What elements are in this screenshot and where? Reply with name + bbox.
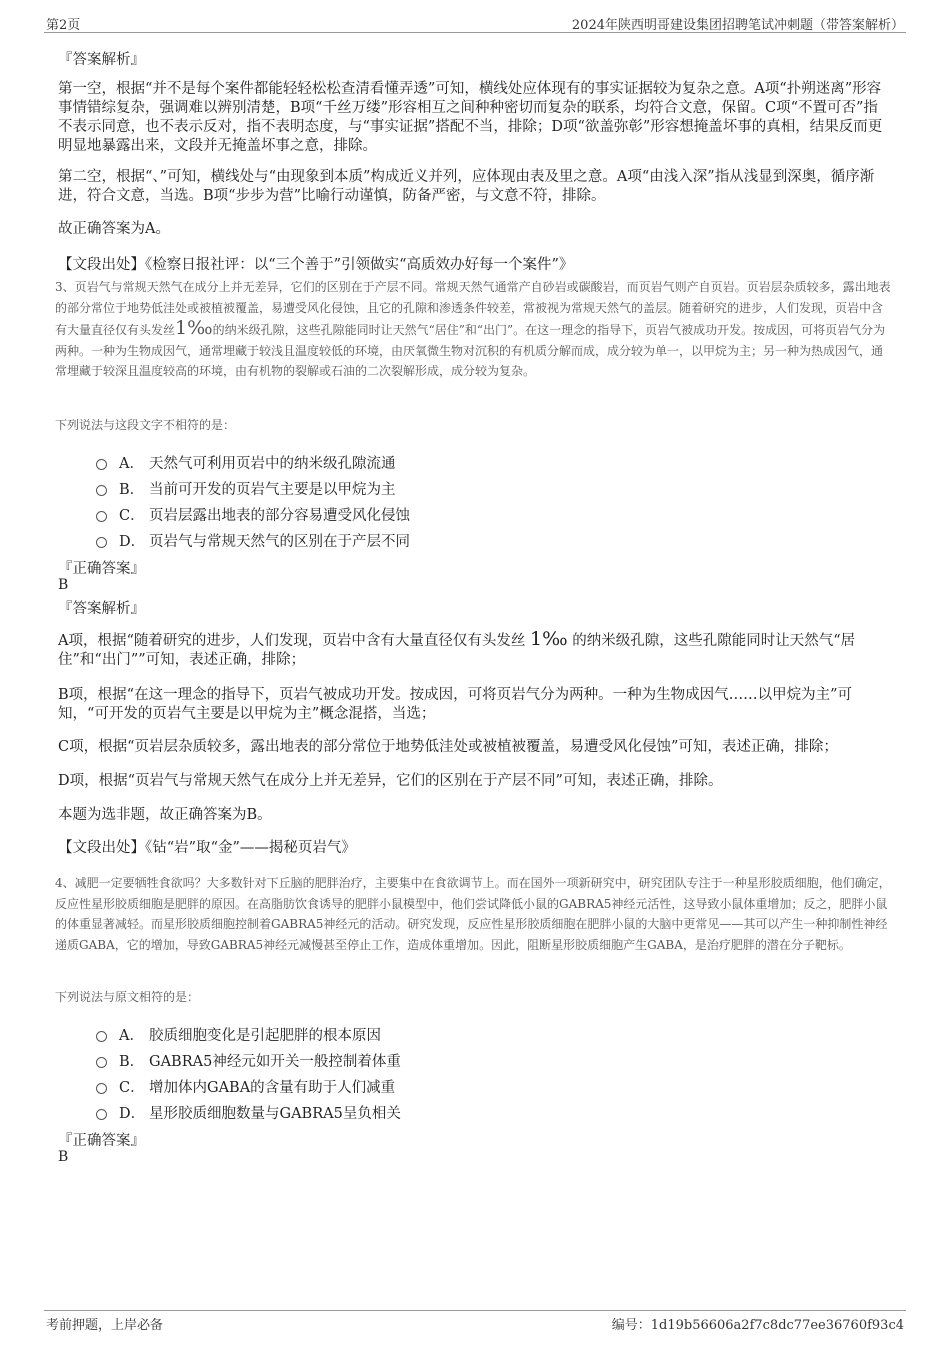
analysis-option-c: C项，根据“页岩层杂质较多，露出地表的部分常位于地势低洼处或被植被覆盖，易遭受风化侵蚀”可知，表述正确，排除； bbox=[58, 739, 838, 755]
correct-answer-label: 『正确答案』 bbox=[58, 1133, 145, 1149]
radio-icon[interactable] bbox=[96, 1031, 107, 1042]
analysis-option-d: D项，根据“页岩气与常规天然气在成分上并无差异，它们的区别在于产层不同”可知，表述正确，排除。 bbox=[58, 773, 723, 789]
option-d[interactable]: D． 星形胶质细胞数量与GABRA5呈负相关 bbox=[96, 1102, 401, 1123]
analysis-label: 『答案解析』 bbox=[58, 601, 145, 617]
question-3-passage: 3、页岩气与常规天然气在成分上并无差异，它们的区别在于产层不同。常规天然气通常产自砂岩或碳酸岩，而页岩气则产自页岩。页岩层杂质较多，露出地表的部分常位于地势低洼处或被植被覆盖，易遭受风化侵蚀，且它的孔隙和渗透条件较差，常被视为常规天然气的盖层。随着研究的进步，人们发现，页岩中含有大量直径仅有头发丝1‰的纳米级孔隙，这些孔隙能同时让天然气“居住”和“出门”。在这一理念的指导下，页岩气被成功开发。按成因，可将页岩气分为两种。一种为生物成因气，通常埋藏于较浅且温度较低的环境，由厌氧微生物对沉积的有机质分解而成，成分较为单一，以甲烷为主；另一种为热成因气，通常埋藏于较深且温度较高的环境，由有机物的裂解或石油的二次裂解形成，成分较为复杂。 bbox=[55, 280, 891, 378]
option-b[interactable]: B． GABRA5神经元如开关一般控制着体重 bbox=[96, 1050, 401, 1071]
option-d[interactable]: D． 页岩气与常规天然气的区别在于产层不同 bbox=[96, 530, 410, 551]
analysis-conclusion: 本题为选非题，故正确答案为B。 bbox=[58, 807, 272, 823]
analysis-conclusion: 故正确答案为A。 bbox=[58, 221, 170, 237]
document-title: 2024年陕西明哥建设集团招聘笔试冲刺题（带答案解析） bbox=[571, 18, 904, 33]
correct-answer: B bbox=[58, 1149, 69, 1165]
radio-icon[interactable] bbox=[96, 1109, 107, 1120]
analysis-label: 『答案解析』 bbox=[58, 52, 145, 68]
option-c[interactable]: C． 页岩层露出地表的部分容易遭受风化侵蚀 bbox=[96, 504, 410, 525]
option-a[interactable]: A． 天然气可利用页岩中的纳米级孔隙流通 bbox=[96, 452, 396, 473]
source-citation: 【文段出处】《钻“岩”取“金”——揭秘页岩气》 bbox=[58, 840, 356, 856]
footer-divider bbox=[44, 1310, 906, 1311]
analysis-option-a: A项，根据“随着研究的进步，人们发现，页岩中含有大量直径仅有头发丝 1‰ 的纳米级孔隙，这些孔隙能同时让天然气“居住”和“出门””可知，表述正确，排除； bbox=[58, 628, 856, 668]
question-3-prompt: 下列说法与这段文字不相符的是： bbox=[55, 418, 236, 432]
correct-answer: B bbox=[58, 577, 69, 593]
analysis-paragraph-2: 第二空，根据“、”可知，横线处与“由现象到本质”构成近义并列，应体现由表及里之意。A项“由浅入深”指从浅显到深奥，循序渐进，符合文意，当选。B项“步步为营”比喻行动谨慎，防备严密，与文意不符，排除。 bbox=[58, 169, 875, 204]
page-number: 第2页 bbox=[46, 18, 81, 33]
option-b[interactable]: B． 当前可开发的页岩气主要是以甲烷为主 bbox=[96, 478, 396, 499]
question-4-prompt: 下列说法与原文相符的是： bbox=[55, 990, 200, 1004]
analysis-option-b: B项，根据“在这一理念的指导下，页岩气被成功开发。按成因，可将页岩气分为两种。一种为生物成因气……以甲烷为主”可知，“可开发的页岩气主要是以甲烷为主”概念混搭，当选； bbox=[58, 687, 852, 722]
correct-answer-label: 『正确答案』 bbox=[58, 561, 145, 577]
source-citation: 【文段出处】《检察日报社评：以“三个善于”引领做实“高质效办好每一个案件”》 bbox=[58, 257, 574, 273]
radio-icon[interactable] bbox=[96, 1057, 107, 1068]
radio-icon[interactable] bbox=[96, 537, 107, 548]
radio-icon[interactable] bbox=[96, 459, 107, 470]
footer-slogan: 考前押题，上岸必备 bbox=[46, 1318, 164, 1333]
option-c[interactable]: C． 增加体内GABA的含量有助于人们减重 bbox=[96, 1076, 395, 1097]
header-divider bbox=[44, 32, 906, 33]
question-4-passage: 4、减肥一定要牺牲食欲吗？大多数针对下丘脑的肥胖治疗，主要集中在食欲调节上。而在国外一项新研究中，研究团队专注于一种星形胶质细胞，他们确定，反应性星形胶质细胞是肥胖的原因。在高脂肪饮食诱导的肥胖小鼠模型中，他们尝试降低小鼠的GABRA5神经元活性，这导致小鼠体重增加；反之，肥胖小鼠的体重显著减轻。而星形胶质细胞控制着GABRA5神经元的活动。研究发现，反应性星形胶质细胞在肥胖小鼠的大脑中更常见——其可以产生一种抑制性神经递质GABA，它的增加，导致GABRA5神经元减慢甚至停止工作，造成体重增加。因此，阻断星形胶质细胞产生GABA，是治疗肥胖的潜在分子靶标。 bbox=[55, 876, 891, 952]
radio-icon[interactable] bbox=[96, 511, 107, 522]
radio-icon[interactable] bbox=[96, 1083, 107, 1094]
radio-icon[interactable] bbox=[96, 485, 107, 496]
analysis-paragraph-1: 第一空，根据“并不是每个案件都能轻轻松松查清看懂弄透”可知，横线处应体现有的事实证据较为复杂之意。A项“扑朔迷离”形容事情错综复杂，强调难以辨别清楚，B项“千丝万缕”形容相互之间种种密切而复杂的联系，均符合文意，保留。C项“不置可否”指不表示同意，也不表示反对，指不表明态度，与“事实证据”搭配不当，排除；D项“欲盖弥彰”形容想掩盖坏事的真相，结果反而更明显地暴露出来，文段并无掩盖坏事之意，排除。 bbox=[58, 81, 883, 154]
option-a[interactable]: A． 胶质细胞变化是引起肥胖的根本原因 bbox=[96, 1024, 381, 1045]
document-id: 编号：1d19b56606a2f7c8dc77ee36760f93c4 bbox=[611, 1318, 904, 1333]
